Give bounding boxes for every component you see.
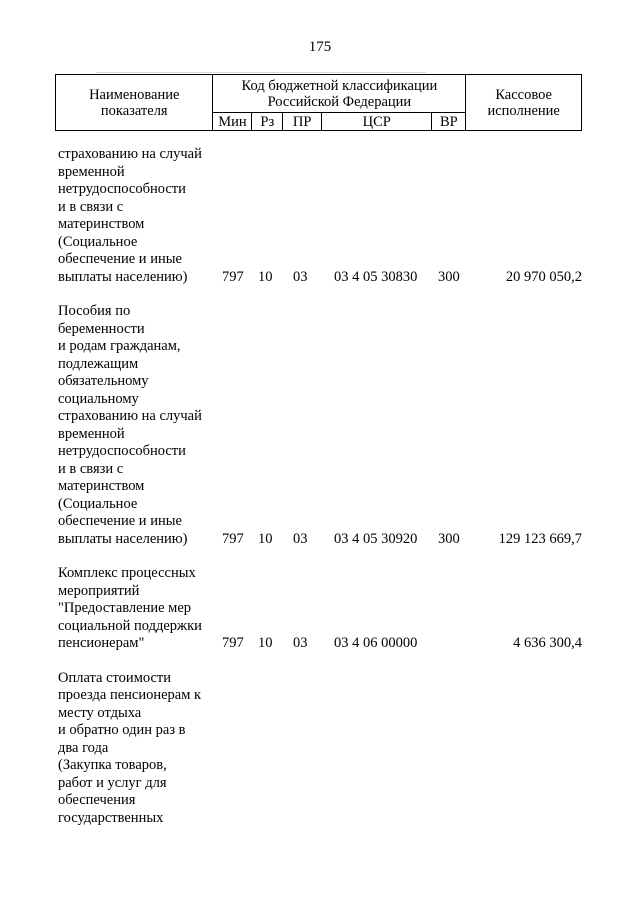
name-line: и в связи с (58, 198, 124, 215)
table-body (0, 146, 640, 828)
row-name (58, 565, 218, 653)
table-header (55, 74, 582, 131)
name-line: и родам гражданам, (58, 338, 181, 354)
name-line: (Закупка товаров, (58, 757, 167, 773)
name-line: обеспечение и иные (58, 251, 182, 267)
csr-cell: 03 4 05 30920 (334, 530, 418, 547)
name-line: выплаты населению) (58, 268, 188, 285)
min-cell: 797 (222, 268, 244, 285)
name-line: два года (58, 739, 109, 756)
name-line: Оплата стоимости (58, 669, 172, 686)
name-line: (Социальное (58, 233, 138, 250)
min-cell: 797 (222, 635, 244, 651)
name-line: пенсионерам" (58, 635, 145, 651)
pr-cell: 03 (293, 635, 308, 651)
name-line: месту отдыха (58, 704, 142, 721)
row-name (58, 303, 218, 548)
name-line: (Социальное (58, 495, 138, 512)
table-row (0, 670, 640, 828)
pr-cell: 03 (293, 268, 308, 285)
min-cell: 797 (222, 530, 244, 547)
name-line: обеспечение и иные (58, 513, 182, 529)
csr-cell: 03 4 06 00000 (334, 635, 418, 651)
vr-cell: 300 (438, 268, 460, 285)
code-group-line: Российской Федерации (267, 93, 412, 110)
name-line: выплаты населению) (58, 530, 188, 547)
csr-column-header: ЦСР (322, 113, 432, 131)
rz-cell: 10 (258, 635, 273, 651)
table-row (0, 565, 640, 653)
name-line: страхованию на случай (58, 146, 202, 162)
row-name (58, 146, 218, 286)
vr-cell: 300 (438, 530, 460, 547)
name-line: временной (58, 163, 125, 180)
code-group-line: Код бюджетной классификации (241, 77, 438, 94)
name-line: и в связи с (58, 460, 124, 477)
vr-column-header: ВР (432, 113, 466, 131)
name-line: обязательному (58, 373, 149, 389)
rz-cell: 10 (258, 268, 273, 285)
name-line: "Предоставление мер (58, 600, 192, 616)
name-line: беременности (58, 320, 145, 337)
name-line: Пособия по (58, 303, 131, 319)
table-row (0, 303, 640, 548)
amount-col-line: исполнение (487, 102, 560, 119)
name-line: материнством (58, 478, 145, 494)
rz-cell: 10 (258, 530, 273, 547)
name-col-line: Наименование (89, 86, 180, 103)
name-line: социальной поддержки (58, 617, 202, 634)
code-group-header (213, 75, 466, 113)
table-row (0, 146, 640, 286)
name-line: проезда пенсионерам к (58, 687, 202, 703)
name-line: обеспечения (58, 792, 136, 808)
pr-cell: 03 (293, 530, 308, 547)
name-line: и обратно один раз в (58, 722, 186, 738)
pr-column-header: ПР (283, 113, 322, 131)
amount-col-line: Кассовое (495, 86, 552, 103)
amount-cell: 20 970 050,2 (505, 268, 582, 285)
name-line: мероприятий (58, 582, 140, 599)
name-line: нетрудоспособности (58, 443, 186, 459)
amount-cell: 129 123 669,7 (498, 530, 582, 547)
name-line: страхованию на случай (58, 408, 202, 424)
name-col-line: показателя (100, 102, 168, 119)
name-column-header (56, 75, 213, 131)
name-line: Комплекс процессных (58, 565, 196, 581)
csr-cell: 03 4 05 30830 (334, 268, 418, 285)
name-line: нетрудоспособности (58, 181, 186, 197)
name-line: материнством (58, 216, 145, 232)
name-line: подлежащим (58, 355, 139, 372)
amount-column-header (466, 75, 582, 131)
name-line: социальному (58, 390, 139, 407)
page-number: 175 (308, 39, 332, 55)
rz-column-header: Рз (252, 113, 283, 131)
name-line: работ и услуг для (58, 774, 167, 791)
row-name (58, 670, 218, 828)
name-line: государственных (58, 809, 164, 826)
min-column-header: Мин (213, 113, 252, 131)
amount-cell: 4 636 300,4 (513, 635, 582, 651)
name-line: временной (58, 425, 125, 442)
